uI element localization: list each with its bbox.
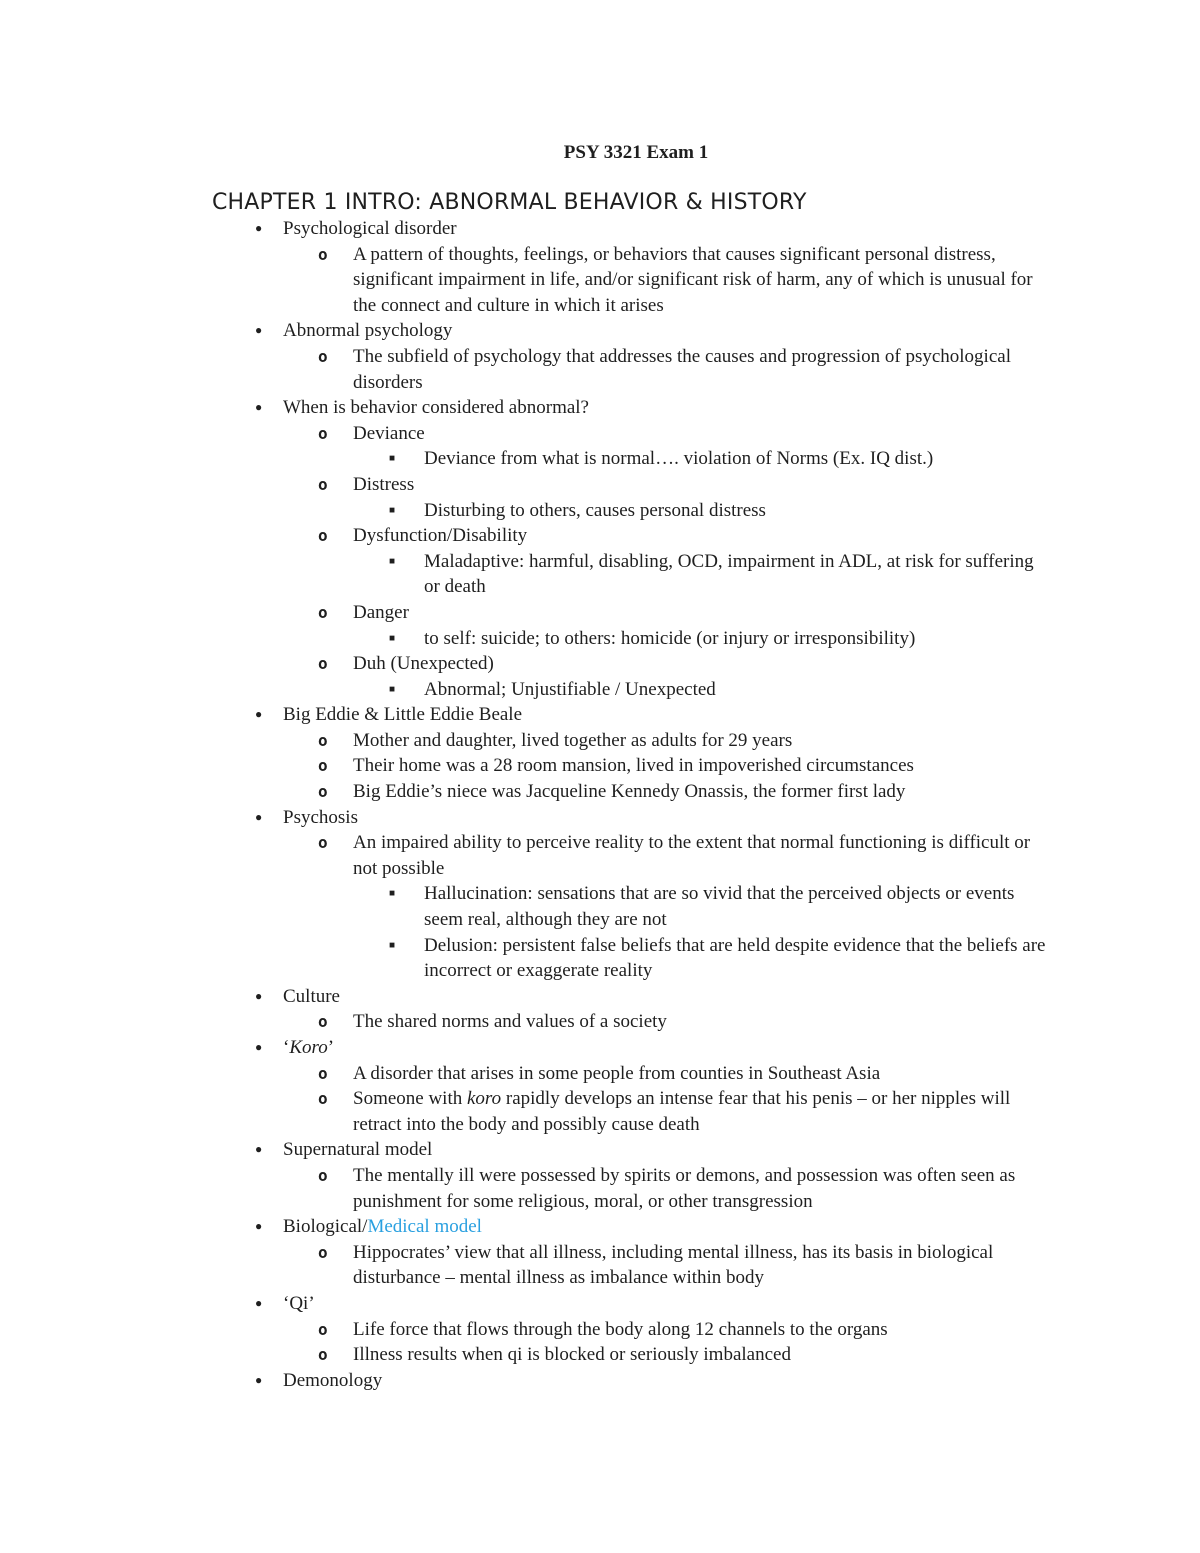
outline-item-level-1 — [0, 702, 1200, 728]
outline-item-text: The shared norms and values of a society — [353, 1011, 667, 1033]
outline-item-text: Abnormal; Unjustifiable / Unexpected — [424, 678, 716, 700]
outline-item-text — [353, 1088, 1010, 1135]
outline-item-text: An impaired ability to perceive reality to the extent that normal functioning is difficult or not possible — [353, 832, 1031, 879]
outline-item-level-3 — [0, 881, 1200, 932]
outline-item-text: Maladaptive: harmful, disabling, OCD, impairment in ADL, at risk for suffering or death — [424, 550, 1034, 598]
outline-item-text: Mother and daughter, lived together as adults for 29 years — [353, 729, 793, 751]
outline-item-level-3 — [0, 933, 1200, 984]
outline-item-level-2 — [0, 830, 1200, 881]
bullet-disc-icon: ● — [255, 1295, 263, 1310]
outline-item-level-1 — [0, 1368, 1200, 1394]
chapter-heading: CHAPTER 1 INTRO: ABNORMAL BEHAVIOR & HISTORY — [212, 190, 807, 215]
outline-item-level-2 — [0, 242, 1200, 319]
outline-item-level-2 — [0, 421, 1200, 447]
bullet-square-icon: ■ — [389, 939, 396, 951]
outline-item-text: Delusion: persistent false beliefs that are held despite evidence that the beliefs are incorrect or exaggerate reality — [424, 934, 1046, 982]
outline-item-text: Deviance from what is normal…. violation of Norms (Ex. IQ dist.) — [424, 448, 934, 470]
outline-item-level-1 — [0, 805, 1200, 831]
outline-item-text: Hippocrates’ view that all illness, including mental illness, has its basis in biological disturbance – mental illness as imbalance within body — [353, 1241, 994, 1289]
outline-item-text: When is behavior considered abnormal? — [283, 397, 589, 419]
outline-item-text: Psychosis — [283, 806, 358, 828]
outline-item-text: Big Eddie & Little Eddie Beale — [283, 704, 523, 726]
outline-item-level-2 — [0, 651, 1200, 677]
outline-item-text: Disturbing to others, causes personal distress — [424, 499, 766, 521]
outline-item-level-2 — [0, 1240, 1200, 1291]
outline-item-text: Danger — [353, 601, 409, 623]
outline-list — [0, 216, 1200, 1393]
bullet-square-icon: ■ — [389, 453, 396, 465]
outline-item-level-1 — [0, 395, 1200, 421]
outline-item-text: Distress — [353, 473, 415, 495]
outline-item-level-2 — [0, 753, 1200, 779]
bullet-square-icon: ■ — [389, 555, 396, 567]
outline-item-level-2 — [0, 1163, 1200, 1214]
outline-item-level-2 — [0, 1009, 1200, 1035]
outline-item-level-2 — [0, 344, 1200, 395]
outline-item-text: Illness results when qi is blocked or seriously imbalanced — [353, 1344, 791, 1366]
bullet-square-icon: ■ — [389, 632, 396, 644]
bullet-disc-icon: ● — [255, 1372, 263, 1387]
outline-item-level-1 — [0, 1214, 1200, 1240]
outline-item-level-1 — [0, 318, 1200, 344]
outline-item-text — [283, 1037, 334, 1058]
bullet-circle-icon: o — [318, 244, 328, 264]
outline-item-level-3 — [0, 446, 1200, 472]
outline-item-text — [283, 1216, 482, 1237]
bullet-circle-icon: o — [318, 602, 328, 622]
bullet-circle-icon: o — [318, 1063, 328, 1083]
outline-item-level-1 — [0, 1035, 1200, 1061]
italic-term: koro — [467, 1088, 502, 1110]
bullet-disc-icon: ● — [255, 707, 263, 722]
outline-item-text: ‘Qi’ — [283, 1292, 315, 1314]
bullet-circle-icon: o — [318, 474, 328, 494]
bullet-disc-icon: ● — [255, 400, 263, 415]
outline-item-level-2 — [0, 1342, 1200, 1368]
bullet-circle-icon: o — [318, 1319, 328, 1339]
bullet-square-icon: ■ — [389, 888, 396, 900]
outline-item-level-1 — [0, 1291, 1200, 1317]
bullet-circle-icon: o — [318, 654, 328, 674]
outline-item-text: Hallucination: sensations that are so vivid that the perceived objects or events seem real, although they are not — [424, 883, 1015, 931]
bullet-disc-icon: ● — [255, 221, 263, 235]
text-segment: rapidly develops an intense fear that his penis – or her nipples will retract into the body and possibly cause death — [353, 1088, 1011, 1135]
outline-item-text: The subfield of psychology that addresses the causes and progression of psychological disorders — [353, 345, 1011, 393]
outline-item-level-3 — [0, 498, 1200, 524]
text-segment: Biological/ — [283, 1216, 368, 1238]
text-segment: ’ — [327, 1037, 335, 1058]
outline-item-level-2 — [0, 1061, 1200, 1087]
bullet-circle-icon: o — [318, 782, 328, 802]
bullet-circle-icon: o — [318, 1089, 328, 1109]
bullet-circle-icon: o — [318, 346, 328, 366]
bullet-circle-icon: o — [318, 730, 328, 750]
italic-term: Koro — [289, 1037, 328, 1058]
text-segment: ‘ — [283, 1037, 290, 1058]
bullet-disc-icon: ● — [255, 323, 263, 338]
outline-item-level-1 — [0, 1137, 1200, 1163]
outline-item-level-1 — [0, 216, 1200, 242]
outline-item-level-3 — [0, 549, 1200, 600]
bullet-disc-icon: ● — [255, 1142, 263, 1157]
outline-item-level-2 — [0, 1317, 1200, 1343]
bullet-square-icon: ■ — [389, 683, 396, 695]
outline-item-text: Psychological disorder — [283, 218, 457, 239]
bullet-circle-icon: o — [318, 1012, 328, 1032]
outline-item-text: Duh (Unexpected) — [353, 653, 494, 675]
outline-item-text: Their home was a 28 room mansion, lived in impoverished circumstances — [353, 755, 914, 777]
bullet-circle-icon: o — [318, 423, 328, 443]
bullet-square-icon: ■ — [389, 504, 396, 516]
outline-item-text: Supernatural model — [283, 1139, 433, 1161]
outline-item-level-3 — [0, 626, 1200, 652]
outline-item-level-2 — [0, 472, 1200, 498]
bullet-circle-icon: o — [318, 756, 328, 776]
bullet-circle-icon: o — [318, 526, 328, 546]
bullet-circle-icon: o — [318, 833, 328, 853]
document-title: PSY 3321 Exam 1 — [563, 142, 709, 163]
outline-item-text: to self: suicide; to others: homicide (or injury or irresponsibility) — [424, 627, 916, 649]
outline-item-text: Culture — [283, 985, 340, 1007]
outline-item-level-2 — [0, 523, 1200, 549]
outline-item-text: The mentally ill were possessed by spirits or demons, and possession was often seen as punishment for some religious, moral, or other transgression — [353, 1164, 1016, 1212]
outline-item-level-3 — [0, 677, 1200, 703]
bullet-disc-icon: ● — [255, 1040, 263, 1054]
outline-item-text: Abnormal psychology — [283, 320, 453, 342]
outline-item-text: Life force that flows through the body along 12 channels to the organs — [353, 1318, 888, 1340]
bullet-circle-icon: o — [318, 1165, 328, 1185]
outline-item-level-2 — [0, 728, 1200, 754]
outline-item-text: Big Eddie’s niece was Jacqueline Kennedy Onassis, the former first lady — [353, 781, 906, 803]
outline-item-level-2 — [0, 1086, 1200, 1137]
medical-model-link[interactable]: Medical model — [367, 1216, 482, 1238]
outline-item-level-1 — [0, 984, 1200, 1010]
bullet-disc-icon: ● — [255, 1219, 263, 1234]
bullet-disc-icon: ● — [255, 988, 263, 1003]
bullet-circle-icon: o — [318, 1242, 328, 1262]
outline-item-text: Dysfunction/Disability — [353, 525, 528, 547]
bullet-disc-icon: ● — [255, 809, 263, 824]
outline-item-level-2 — [0, 779, 1200, 805]
outline-item-text: A pattern of thoughts, feelings, or behaviors that causes significant personal distress, significant impairment in life, and/or significant risk of harm, any of which is unusual for the connect and culture in which it arises — [353, 243, 1033, 316]
text-segment: Someone with — [353, 1088, 467, 1110]
outline-item-level-2 — [0, 600, 1200, 626]
outline-item-text: Demonology — [283, 1369, 383, 1391]
outline-item-text: Deviance — [353, 422, 425, 444]
outline-item-text: A disorder that arises in some people from counties in Southeast Asia — [353, 1062, 881, 1084]
bullet-circle-icon: o — [318, 1345, 328, 1365]
